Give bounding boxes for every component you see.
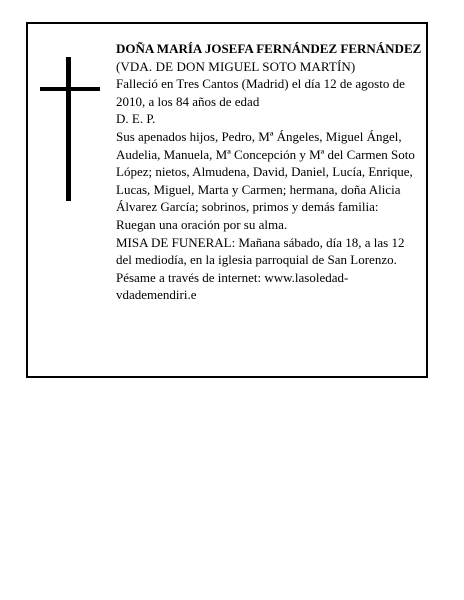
dep-abbreviation: D. E. P. [116,111,156,127]
funeral-info: MISA DE FUNERAL: Mañana sábado, día 18, a las 12 del mediodía, en la iglesia parroquial de San Lorenzo. [116,234,405,268]
prayer-request: Ruegan una oración por su alma. [116,216,288,232]
condolences-info: Pésame a través de internet: www.lasoledad-vdademendiri.e [116,269,349,303]
death-info: Falleció en Tres Cantos (Madrid) el día 12 de agosto de 2010, a los 84 años de edad [116,76,405,109]
family-list: Sus apenados hijos, Pedro, Mª Ángeles, Miguel Ángel, Audelia, Manuela, Mª Concepción y Mª del Carmen Soto López; nietos, Almudena, David, Daniel, Lucía, Enrique, Lucas, Miguel, Marta y Carmen; hermana, doña Alicia Álvarez García; sobrinos, primos y demás familia: [116,128,415,215]
latin-cross-icon [40,57,100,201]
cross-vertical-bar [66,57,71,201]
cross-horizontal-bar [40,87,100,91]
deceased-name: DOÑA MARÍA JOSEFA FERNÁNDEZ FERNÁNDEZ [116,41,422,56]
obituary-notice [26,22,428,378]
notice-text [116,40,422,304]
widow-of: (VDA. DE DON MIGUEL SOTO MARTÍN) [116,58,356,74]
